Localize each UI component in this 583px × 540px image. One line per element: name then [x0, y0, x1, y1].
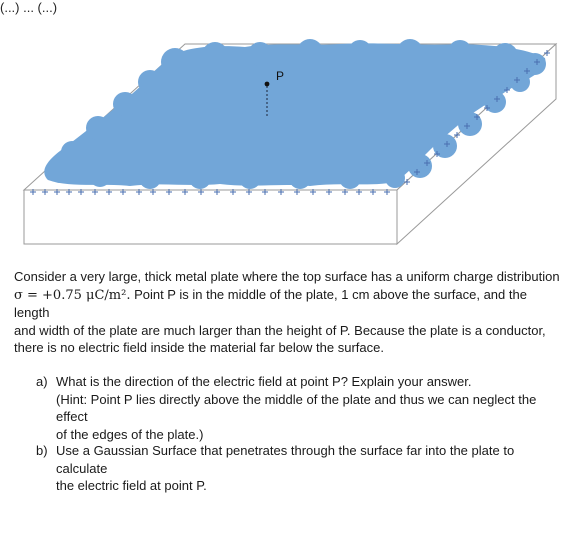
header-fragment: (...) ... (...)	[0, 0, 58, 15]
intro-line-2	[14, 286, 562, 322]
sigma-symbol: σ	[14, 287, 23, 303]
question-a-label: a)	[36, 374, 48, 389]
question-b-text-2: the electric field at point P.	[56, 478, 207, 493]
question-a-hint-1: (Hint: Point P lies directly above the middle of the plate and thus we can neglect the effect	[56, 391, 537, 424]
question-b	[36, 442, 566, 495]
point-p-label: P	[276, 69, 285, 83]
plate-front-face	[24, 190, 397, 244]
intro-line-3: and width of the plate are much larger than the height of P. Because the plate is a conductor,	[14, 322, 546, 338]
question-a-hint-2: of the edges of the plate.)	[56, 426, 204, 442]
question-a	[36, 373, 566, 443]
intro-line-2-rest: Point P is in the middle of the plate, 1 cm above the surface, and the length	[14, 286, 527, 320]
question-b-label: b)	[36, 443, 48, 458]
question-b-text: Use a Gaussian Surface that penetrates through the surface far into the plate to calculate	[56, 443, 515, 476]
problem-intro	[14, 268, 562, 357]
charged-plate-figure	[0, 0, 583, 260]
sigma-value: = +0.75 μC/m².	[22, 287, 131, 303]
intro-line-4: there is no electric field inside the material far below the surface.	[14, 340, 384, 355]
question-a-text: What is the direction of the electric field at point P? Explain your answer.	[56, 374, 472, 389]
intro-line-1: Consider a very large, thick metal plate where the top surface has a uniform charge distribution	[14, 269, 560, 284]
